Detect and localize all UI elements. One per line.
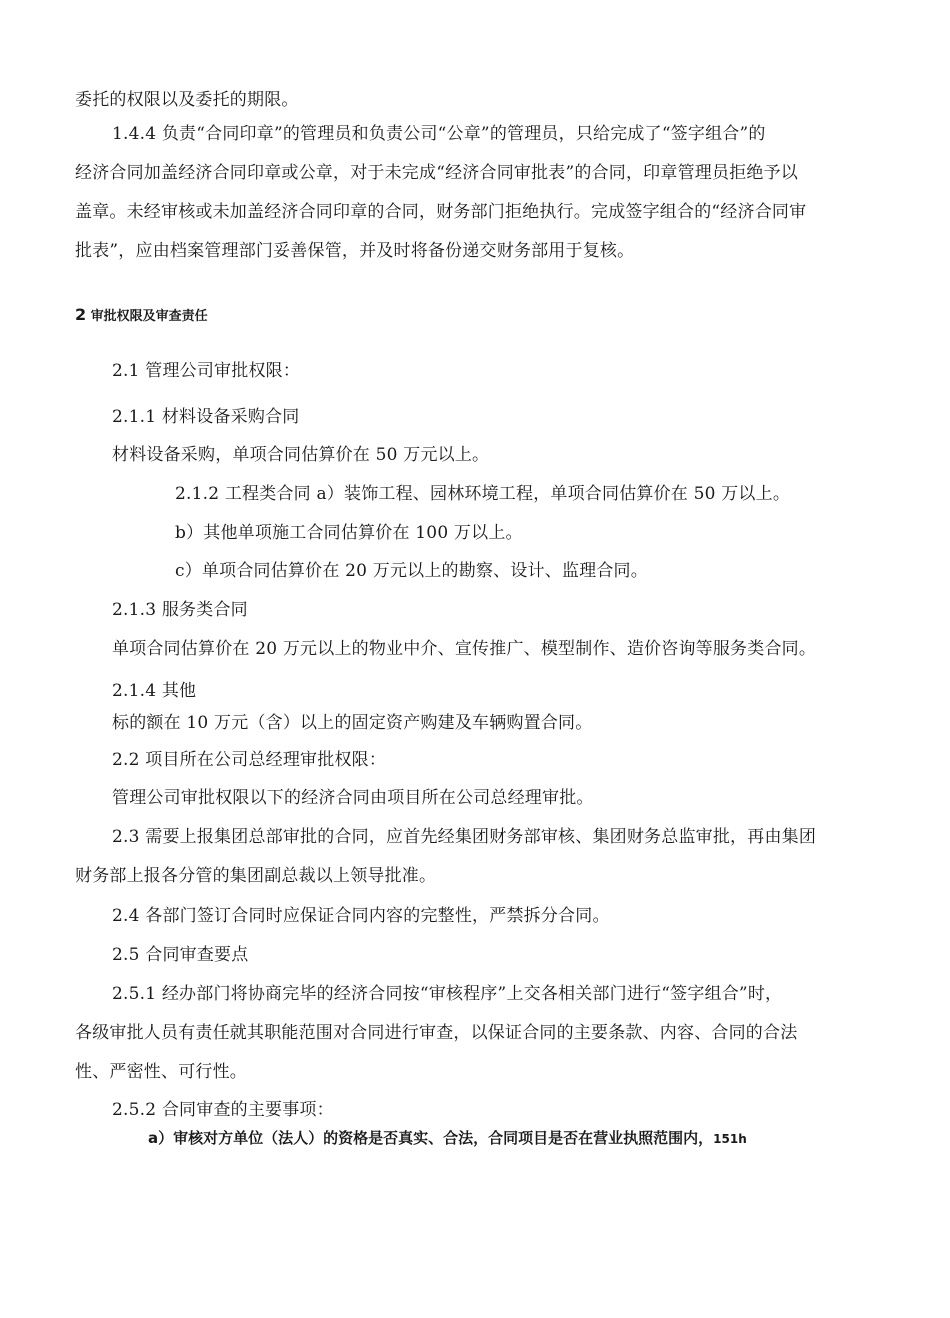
item-line: 2.5.1 经办部门将协商完毕的经济合同按“审核程序”上交各相关部门进行“签字组合”时，	[112, 984, 783, 1004]
item-line: 2.1.3 服务类合同	[112, 600, 248, 620]
item-line: 单项合同估算价在 20 万元以上的物业中介、宣传推广、模型制作、造价咨询等服务类合同。	[112, 639, 817, 659]
item-line: 2.3 需要上报集团总部审批的合同，应首先经集团财务部审核、集团财务总监审批，再由集团	[112, 827, 817, 847]
item-line: 2.5.2 合同审查的主要事项：	[112, 1100, 334, 1120]
section-title: 审批权限及审查责任	[90, 309, 208, 324]
section-number: 2	[75, 305, 87, 324]
item-line: 2.1 管理公司审批权限：	[112, 361, 301, 381]
item-line: 2.2 项目所在公司总经理审批权限：	[112, 750, 387, 770]
item-line: 2.1.4 其他	[112, 681, 197, 701]
item-line: 各级审批人员有责任就其职能范围对合同进行审查，以保证合同的主要条款、内容、合同的合法	[75, 1023, 798, 1043]
paragraph-line: 委托的权限以及委托的期限。	[75, 90, 299, 110]
item-line: 性、严密性、可行性。	[75, 1062, 247, 1082]
paragraph-line: 1.4.4 负责“合同印章”的管理员和负责公司“公章”的管理员，只给完成了“签字组合”的	[112, 124, 766, 144]
item-line: 2.5 合同审查要点	[112, 945, 249, 965]
item-line: b）其他单项施工合同估算价在 100 万以上。	[175, 523, 523, 543]
item-line: 2.1.2 工程类合同 a）装饰工程、园林环境工程，单项合同估算价在 50 万以上。	[175, 484, 791, 504]
item-line: 管理公司审批权限以下的经济合同由项目所在公司总经理审批。	[112, 788, 594, 808]
section-heading	[75, 305, 208, 327]
paragraph-line: 盖章。未经审核或未加盖经济合同印章的合同，财务部门拒绝执行。完成签字组合的“经济合同审	[75, 202, 807, 222]
item-line: 材料设备采购，单项合同估算价在 50 万元以上。	[112, 445, 490, 465]
item-line: 2.1.1 材料设备采购合同	[112, 407, 300, 427]
bold-item-tail: 151h	[713, 1132, 747, 1146]
item-line: 2.4 各部门签订合同时应保证合同内容的完整性，严禁拆分合同。	[112, 906, 610, 926]
item-line: 财务部上报各分管的集团副总裁以上领导批准。	[75, 866, 437, 886]
paragraph-line: 经济合同加盖经济合同印章或公章，对于未完成“经济合同审批表”的合同，印章管理员拒绝予以	[75, 163, 798, 183]
item-line: 标的额在 10 万元（含）以上的固定资产购建及车辆购置合同。	[112, 713, 593, 733]
paragraph-line: 批表”，应由档案管理部门妥善保管，并及时将备份递交财务部用于复核。	[75, 241, 635, 261]
bold-item-line	[148, 1127, 747, 1150]
bold-item-text: a）审核对方单位（法人）的资格是否真实、合法，合同项目是否在营业执照范围内，	[148, 1129, 714, 1147]
item-line: c）单项合同估算价在 20 万元以上的勘察、设计、监理合同。	[175, 561, 648, 581]
